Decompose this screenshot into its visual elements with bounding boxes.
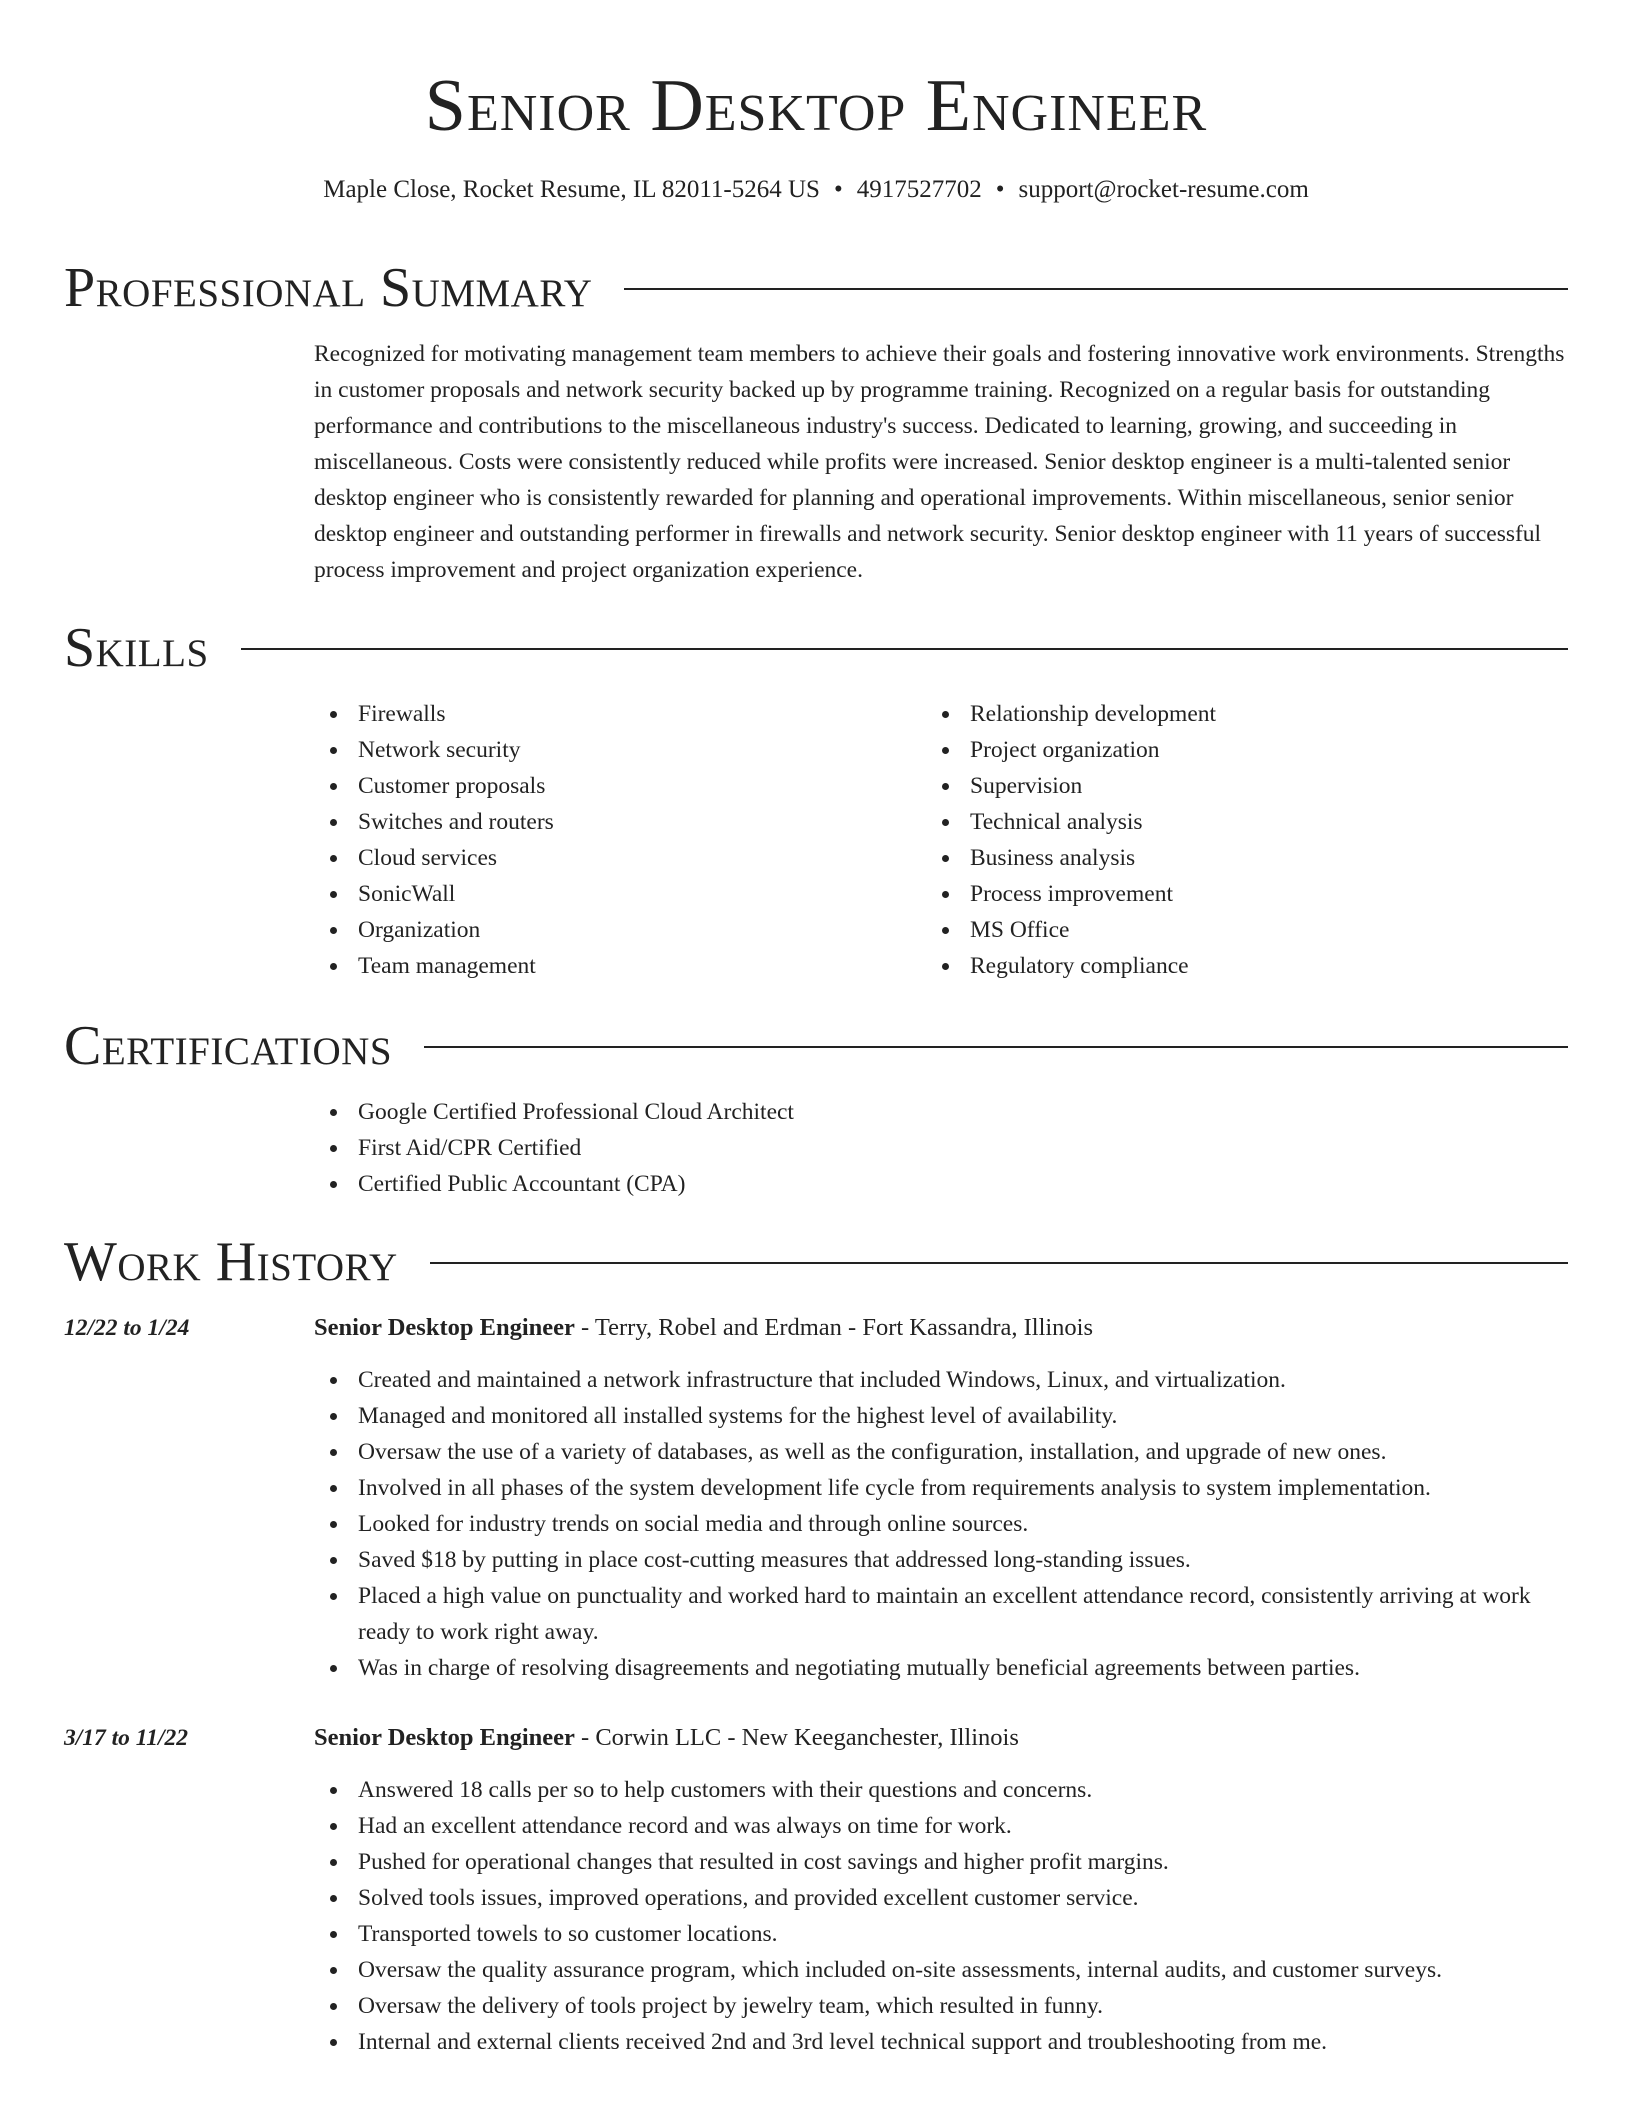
- skill-item: Process improvement: [926, 876, 1526, 912]
- summary-section-header: [64, 256, 1568, 320]
- skill-item: Supervision: [926, 768, 1526, 804]
- job-employer-location: - Terry, Robel and Erdman - Fort Kassandra, Illinois: [574, 1314, 1094, 1341]
- work-history-section-header: [64, 1230, 1568, 1294]
- certification-item: Google Certified Professional Cloud Architect: [314, 1094, 1568, 1130]
- job-responsibilities: [314, 1362, 1568, 1686]
- job-dates: 12/22 to 1/24: [64, 1315, 190, 1341]
- skill-item: Team management: [314, 948, 914, 984]
- responsibility-item: Answered 18 calls per so to help customers with their questions and concerns.: [314, 1772, 1568, 1808]
- responsibility-item: Was in charge of resolving disagreements and negotiating mutually beneficial agreements between parties.: [314, 1650, 1568, 1686]
- skills-left-column: [314, 696, 914, 984]
- responsibility-item: Placed a high value on punctuality and worked hard to maintain an excellent attendance record, consistently arriving at work ready to work right away.: [314, 1578, 1568, 1650]
- job-title-line: [314, 1310, 1568, 1346]
- certifications-section-header: [64, 1014, 1568, 1078]
- responsibility-item: Involved in all phases of the system development life cycle from requirements analysis to system implementation.: [314, 1470, 1568, 1506]
- skill-item: Regulatory compliance: [926, 948, 1526, 984]
- resume-title: Senior Desktop Engineer: [424, 65, 1208, 147]
- contact-line: [64, 172, 1568, 208]
- responsibility-item: Transported towels to so customer locations.: [314, 1916, 1568, 1952]
- work-history-heading: Work History: [64, 1231, 398, 1293]
- contact-phone: 4917527702: [856, 176, 982, 203]
- job-title: Senior Desktop Engineer: [314, 1724, 575, 1751]
- job-title: Senior Desktop Engineer: [314, 1314, 575, 1341]
- section-divider: [430, 1262, 1568, 1264]
- skill-item: Technical analysis: [926, 804, 1526, 840]
- section-divider: [424, 1046, 1568, 1048]
- contact-separator: •: [833, 176, 843, 203]
- certification-item: First Aid/CPR Certified: [314, 1130, 1568, 1166]
- responsibility-item: Pushed for operational changes that resulted in cost savings and higher profit margins.: [314, 1844, 1568, 1880]
- skill-item: SonicWall: [314, 876, 914, 912]
- responsibility-item: Oversaw the use of a variety of databases, as well as the configuration, installation, and upgrade of new ones.: [314, 1434, 1568, 1470]
- responsibility-item: Internal and external clients received 2nd and 3rd level technical support and troubleshooting from me.: [314, 2024, 1568, 2060]
- responsibility-item: Looked for industry trends on social media and through online sources.: [314, 1506, 1568, 1542]
- skills-section-header: [64, 616, 1568, 680]
- skill-item: MS Office: [926, 912, 1526, 948]
- job-employer-location: - Corwin LLC - New Keeganchester, Illinois: [574, 1724, 1019, 1751]
- section-divider: [241, 648, 1568, 650]
- certification-item: Certified Public Accountant (CPA): [314, 1166, 1568, 1202]
- summary-heading: Professional Summary: [64, 257, 593, 319]
- section-divider: [624, 288, 1568, 290]
- job-title-line: [314, 1720, 1568, 1756]
- skill-item: Network security: [314, 732, 914, 768]
- contact-address: Maple Close, Rocket Resume, IL 82011-5264 US: [323, 176, 820, 203]
- skill-item: Customer proposals: [314, 768, 914, 804]
- responsibility-item: Managed and monitored all installed systems for the highest level of availability.: [314, 1398, 1568, 1434]
- responsibility-item: Solved tools issues, improved operations, and provided excellent customer service.: [314, 1880, 1568, 1916]
- skill-item: Project organization: [926, 732, 1526, 768]
- responsibility-item: Saved $18 by putting in place cost-cutting measures that addressed long-standing issues.: [314, 1542, 1568, 1578]
- responsibility-item: Had an excellent attendance record and was always on time for work.: [314, 1808, 1568, 1844]
- responsibility-item: Oversaw the delivery of tools project by jewelry team, which resulted in funny.: [314, 1988, 1568, 2024]
- contact-separator: •: [995, 176, 1005, 203]
- certifications-heading: Certifications: [64, 1015, 393, 1077]
- skill-item: Business analysis: [926, 840, 1526, 876]
- skill-item: Organization: [314, 912, 914, 948]
- skill-item: Firewalls: [314, 696, 914, 732]
- job-dates: 3/17 to 11/22: [64, 1725, 189, 1751]
- responsibility-item: Oversaw the quality assurance program, which included on-site assessments, internal audits, and customer surveys.: [314, 1952, 1568, 1988]
- skill-item: Relationship development: [926, 696, 1526, 732]
- job-responsibilities: [314, 1772, 1568, 2060]
- skill-item: Cloud services: [314, 840, 914, 876]
- skill-item: Switches and routers: [314, 804, 914, 840]
- contact-email: support@rocket-resume.com: [1018, 176, 1309, 203]
- responsibility-item: Created and maintained a network infrastructure that included Windows, Linux, and virtualization.: [314, 1362, 1568, 1398]
- skills-right-column: [926, 696, 1526, 984]
- certifications-list: [314, 1094, 1568, 1202]
- skills-heading: Skills: [64, 617, 209, 679]
- summary-text: Recognized for motivating management team members to achieve their goals and fostering innovative work environments. Strengths in customer proposals and network security backed up by programme training. Recognized on a regular basis for outstanding performance and contributions to the miscellaneous industry's success. Dedicated to learning, growing, and succeeding in miscellaneous. Costs were consistently reduced while profits were increased. Senior desktop engineer is a multi-talented senior desktop engineer who is consistently rewarded for planning and operational improvements. Within miscellaneous, senior senior desktop engineer and outstanding performer in firewalls and network security. Senior desktop engineer with 11 years of successful process improvement and project organization experience.: [314, 341, 1565, 583]
